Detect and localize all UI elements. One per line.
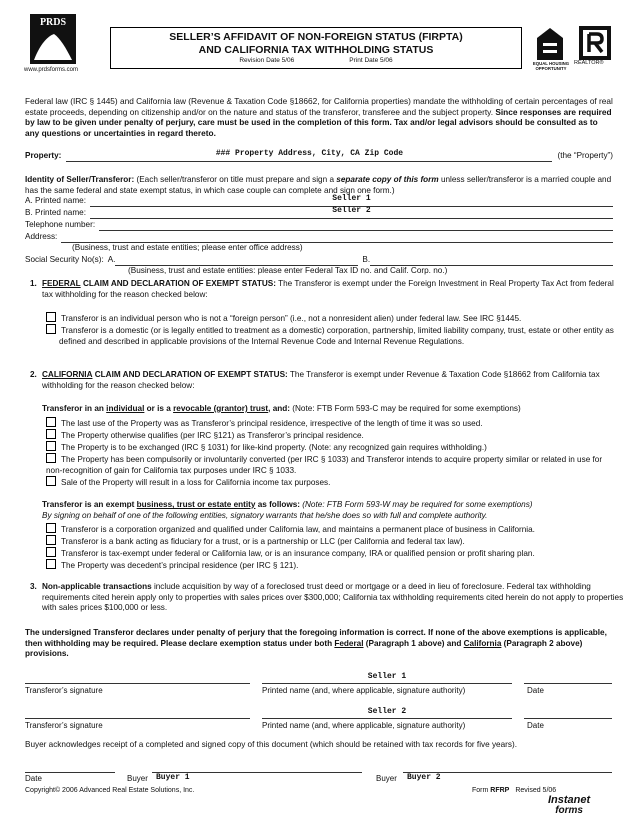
prds-logo: [30, 14, 76, 64]
printed-name-a-row: A. Printed name: Seller 1: [25, 196, 613, 207]
individual-subheading: Transferor in an individual or is a revocable (grantor) trust, and: (Note: FTB Form 593-C may be required for some exemptions): [42, 404, 521, 413]
fed-option-1: Transferor is an individual person who is not a “foreign person” (i.e., not a nonresident alien) under federal law. See IRC §1445.: [46, 312, 624, 325]
printed-name-b-row: B. Printed name: Seller 2: [25, 208, 613, 219]
printed-name-b-field[interactable]: [90, 206, 613, 219]
ca-entity-option-1: Transferor is a corporation organized and qualified under California law, and maintains a permanent place of business in California.: [46, 523, 611, 536]
perjury-declaration: The undersigned Transferor declares under penalty of perjury that the foregoing information is correct. If none of the above exemptions is applicable, then withholding may be required. Please declare exemption status under both Federal (Paragraph 1 above) and California (Paragraph 2 above) provisions.: [25, 628, 607, 658]
buyer-date-label: Date: [25, 774, 42, 783]
intro-warning: Since responses are required by law to be given under penalty of perjury, care must be used in the completion of this form. Tax and/or legal advisors should be consulted as to any questions or uncertainties in regard thereto.: [25, 106, 612, 138]
buyer-1-label: Buyer: [127, 774, 148, 783]
buyer-date-line[interactable]: [25, 771, 115, 773]
website-url: www.prdsforms.com: [24, 67, 79, 73]
ca-entity-option-1-checkbox[interactable]: [46, 523, 56, 533]
form-title-line1: SELLER’S AFFIDAVIT OF NON-FOREIGN STATUS (FIRPTA): [169, 31, 463, 43]
printed-name-2-value: Seller 2: [367, 707, 407, 716]
date-label-1: Date: [527, 686, 544, 695]
signature-label-1: Transferor’s signature: [25, 686, 103, 695]
section-1-header: 1. FEDERAL CLAIM AND DECLARATION OF EXEMPT STATUS: The Transferor is exempt under the Foreign Investment in Real Property Tax Act from federal tax withholding for the reason checked below:: [30, 279, 614, 299]
date-1-line[interactable]: [524, 682, 612, 684]
address-row: Address:: [25, 232, 613, 243]
ca-individual-option-4-checkbox[interactable]: [46, 453, 56, 463]
ca-entity-option-4-checkbox[interactable]: [46, 559, 56, 569]
property-address-value: ### Property Address, City, CA Zip Code: [215, 149, 404, 159]
ca-entity-option-2: Transferor is a bank acting as fiduciary for a trust, or is a partnership or LLC (per California and federal tax law).: [46, 535, 611, 548]
ca-individual-option-5: Sale of the Property will result in a loss for California income tax purposes.: [46, 476, 611, 489]
printed-name-1-value: Seller 1: [367, 672, 407, 681]
realtor-icon: [578, 25, 612, 61]
identity-heading: Identity of Seller/Transferor:: [25, 175, 135, 184]
buyer-2-label: Buyer: [376, 774, 397, 783]
buyer-2-value: Buyer 2: [407, 773, 441, 782]
section-2-header: 2. CALIFORNIA CLAIM AND DECLARATION OF EXEMPT STATUS: The Transferor is exempt under Revenue & Taxation Code §18662 from California tax withholding for the reason checked below:: [30, 370, 600, 390]
fed-option-2-checkbox[interactable]: [46, 324, 56, 334]
ssn-note: (Business, trust and estate entities: please enter Federal Tax ID no. and Calif. Corp. no.): [128, 266, 448, 275]
signature-label-2: Transferor’s signature: [25, 721, 103, 730]
ssn-b-field[interactable]: [370, 256, 613, 266]
ca-individual-option-2: The Property otherwise qualifies (per IRC §121) as Transferor’s principal residence.: [46, 429, 611, 442]
logo-text: PRDS: [39, 17, 67, 28]
property-suffix: (the “Property”): [557, 151, 613, 160]
ca-entity-option-3-checkbox[interactable]: [46, 547, 56, 557]
form-title-box: [110, 27, 522, 69]
copyright-notice: Copyright© 2006 Advanced Real Estate Solutions, Inc.: [25, 787, 195, 794]
seller-1-value: Seller 1: [332, 194, 371, 204]
ca-individual-option-3-checkbox[interactable]: [46, 441, 56, 451]
ca-individual-option-2-checkbox[interactable]: [46, 429, 56, 439]
transferor-signature-2-line[interactable]: [25, 717, 250, 719]
fed-option-1-checkbox[interactable]: [46, 312, 56, 322]
seller-2-value: Seller 2: [332, 206, 371, 216]
printed-name-1-line[interactable]: [262, 682, 512, 684]
ca-individual-option-5-checkbox[interactable]: [46, 476, 56, 486]
ca-entity-option-3: Transferor is tax-exempt under federal or California law, or is an insurance company, IRA or qualified pension or profit sharing plan.: [46, 547, 611, 560]
address-field[interactable]: [61, 233, 613, 243]
entity-authority-note: By signing on behalf of one of the following entities, signatory warrants that he/she does so with full and complete authority.: [42, 511, 488, 520]
entity-subheading: Transferor is an exempt business, trust or estate entity as follows: (Note: FTB Form 593-W may be required for some exemptions): [42, 500, 533, 509]
intro-paragraph: Federal law (IRC § 1445) and California law (Revenue & Taxation Code §18662, for California properties) mandate the withholding of certain percentages of real estate proceeds, depending on citizenship and/or on the nature and status of the transferor, transferee and the subject property. Since responses are required by law to be given under penalty of perjury, care must be used in the completion of this form. Tax and/or legal advisors should be consulted as to any questions or uncertainties in regard thereto.: [25, 96, 613, 138]
ca-individual-option-3: The Property is to be exchanged (IRC § 1031) for like-kind property. (Note: any recognized gain requires withholding.): [46, 441, 611, 454]
instanet-forms-logo: Instanet forms: [548, 794, 591, 816]
ca-individual-option-4: The Property has been compulsorily or involuntarily converted (per IRC § 1033) and Transferor intends to acquire property similar or related in use for non-recognition of gain for California tax purposes under IRC § 1033.: [46, 455, 603, 475]
property-label: Property:: [25, 151, 62, 160]
identity-paragraph: Identity of Seller/Transferor: (Each seller/transferor on title must prepare and sign a separate copy of this form unless seller/transferor is a married couple and has the same federal and state exempt status, in which case couple can complete and sign one form.): [25, 175, 612, 195]
address-note: (Business, trust and estate entities; please enter office address): [72, 243, 303, 252]
transferor-signature-1-line[interactable]: [25, 682, 250, 684]
form-title-line2: AND CALIFORNIA TAX WITHHOLDING STATUS: [198, 43, 434, 56]
form-id: Form RFRP Revised 5/06: [472, 787, 557, 794]
telephone-row: Telephone number:: [25, 220, 613, 231]
printed-name-a-field[interactable]: [90, 194, 613, 207]
revision-date: Revision Date 5/06: [239, 57, 295, 65]
fed-option-2: Transferor is a domestic (or is legally entitled to treatment as a domestic) corporation, partnership, limited liability company, trust, estate or other entity as defined and described in applicable provisions of the Internal Revenue Code and Internal Revenue Regulations.: [46, 324, 624, 347]
property-field[interactable]: [66, 149, 552, 162]
property-row: [25, 151, 613, 162]
ssn-row: Social Security No(s): A. B.: [25, 255, 613, 266]
printed-name-label-1: Printed name (and, where applicable, signature authority): [262, 686, 466, 695]
date-2-line[interactable]: [524, 717, 612, 719]
printed-name-label-2: Printed name (and, where applicable, signature authority): [262, 721, 466, 730]
ssn-a-field[interactable]: [115, 256, 358, 266]
realtor-label: REALTOR®: [574, 60, 604, 66]
ca-entity-option-4: The Property was decedent’s principal residence (per IRC § 121).: [46, 559, 611, 572]
equal-housing-label: EQUAL HOUSING OPPORTUNITY: [532, 61, 570, 71]
buyer-1-value: Buyer 1: [156, 773, 190, 782]
ca-individual-option-1: The last use of the Property was as Transferor’s principal residence, irrespective of the length of time it was so used.: [46, 417, 611, 430]
equal-housing-icon: [535, 26, 565, 62]
ca-entity-option-2-checkbox[interactable]: [46, 535, 56, 545]
print-date: Print Date 5/06: [349, 57, 393, 65]
date-label-2: Date: [527, 721, 544, 730]
section-3: 3. Non-applicable transactions include acquisition by way of a foreclosed trust deed or mortgage or a deed in lieu of foreclosure. Federal tax withholding requirements cited herein apply only to properties with sales prices over $300,000; California tax withholding requirements cited herein do not apply to properties with sales prices $100,000 or less.: [30, 582, 624, 612]
telephone-field[interactable]: [99, 221, 613, 231]
buyer-acknowledgment: Buyer acknowledges receipt of a completed and signed copy of this document (which should be retained with tax records for five years).: [25, 740, 517, 749]
printed-name-2-line[interactable]: [262, 717, 512, 719]
ca-individual-option-1-checkbox[interactable]: [46, 417, 56, 427]
